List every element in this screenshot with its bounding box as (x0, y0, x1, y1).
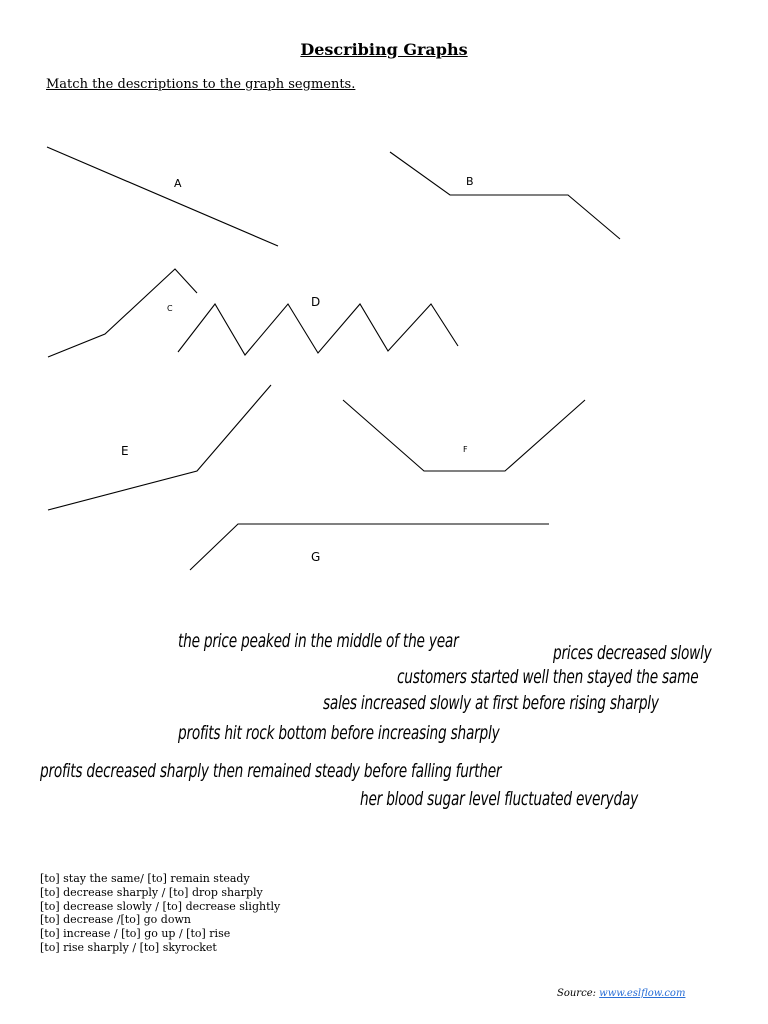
source-credit (557, 988, 685, 999)
instruction-text: Match the descriptions to the graph segments. (46, 77, 356, 92)
vocabulary-item: [to] rise sharply / [to] skyrocket (40, 940, 217, 954)
vocabulary-item: [to] decrease /[to] go down (40, 913, 191, 927)
description-profits-decreased-sharply: profits decreased sharply then remained steady before falling further (40, 760, 502, 782)
vocabulary-list (40, 872, 280, 955)
graph-a-line (47, 147, 278, 246)
graph-f-label: F (463, 445, 468, 454)
source-label: Source: (557, 988, 596, 999)
graph-e-line (48, 385, 271, 510)
descriptions-area (40, 630, 712, 820)
graph-d-label: D (311, 295, 321, 309)
vocabulary-item: [to] decrease sharply / [to] drop sharply (40, 885, 263, 899)
graph-e-label: E (121, 444, 129, 458)
description-customers-started-well: customers started well then stayed the same (397, 666, 699, 688)
description-prices-decreased-slowly: prices decreased slowly (553, 642, 712, 664)
graph-b-line (390, 152, 620, 239)
source-link[interactable]: www.eslflow.com (599, 988, 686, 999)
graph-d-line (178, 304, 458, 355)
vocabulary-item: [to] decrease slowly / [to] decrease slightly (40, 899, 281, 913)
graph-b-label: B (466, 175, 474, 188)
description-profits-rock-bottom: profits hit rock bottom before increasing sharply (178, 722, 500, 744)
graph-g-line (190, 524, 549, 570)
graph-a-label: A (174, 177, 182, 190)
description-blood-sugar: her blood sugar level fluctuated everyday (360, 788, 639, 810)
vocabulary-item: [to] increase / [to] go up / [to] rise (40, 927, 231, 941)
page-title: Describing Graphs (300, 40, 468, 59)
description-sales-increased: sales increased slowly at first before rising sharply (323, 692, 659, 714)
description-price-peaked: the price peaked in the middle of the year (178, 630, 459, 652)
graph-c-line (48, 269, 197, 357)
graph-c-label: C (167, 304, 173, 313)
vocabulary-item: [to] stay the same/ [to] remain steady (40, 872, 250, 885)
graph-g-label: G (311, 550, 321, 564)
graph-f-line (343, 400, 585, 471)
